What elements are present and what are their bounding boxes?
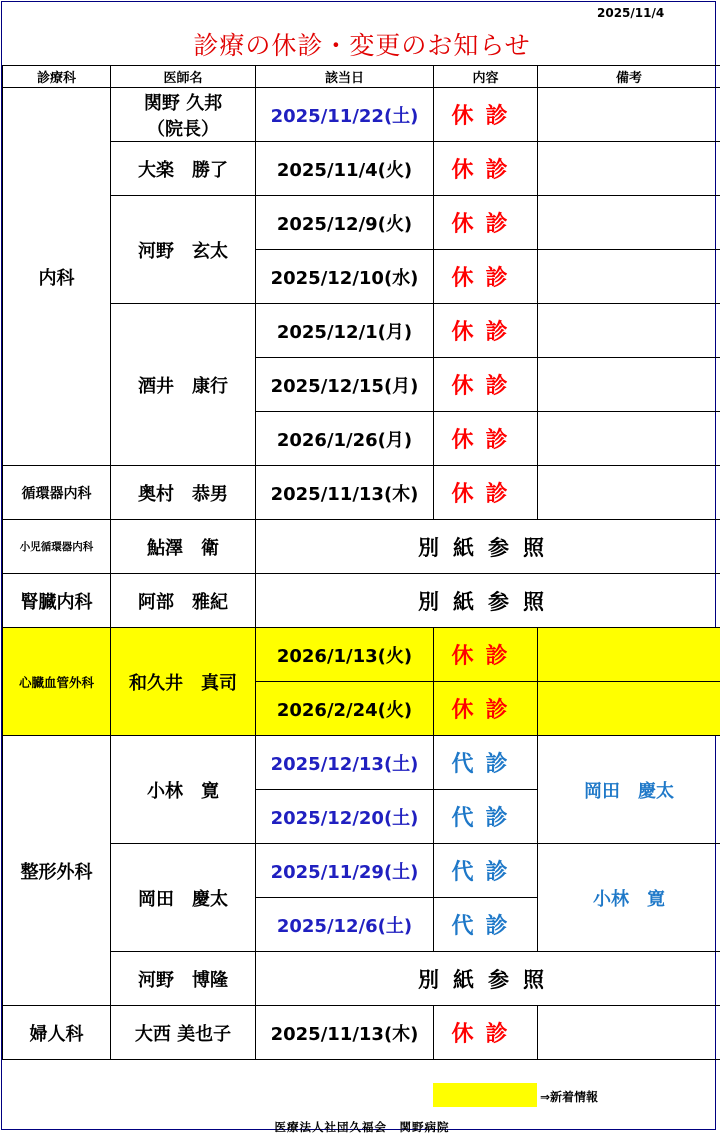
- dept-cell: 婦人科: [3, 1006, 111, 1060]
- doctor-cell: 大楽 勝了: [111, 142, 256, 196]
- doctor-cell: 奥村 恭男: [111, 466, 256, 520]
- date-cell: 2025/12/10(水): [256, 250, 434, 304]
- notice-page: [1, 1, 716, 1130]
- header-doctor: 医師名: [111, 66, 256, 88]
- header-notes: 備考: [538, 66, 720, 88]
- see-separate-cell: 別紙参照: [256, 520, 720, 574]
- notes-cell: 小林 寛: [538, 844, 720, 952]
- notes-cell: [538, 250, 720, 304]
- date-cell: 2025/12/13(土): [256, 736, 434, 790]
- notes-cell: [538, 466, 720, 520]
- notes-cell: [538, 88, 720, 142]
- date-cell: 2025/12/20(土): [256, 790, 434, 844]
- table-row: [3, 304, 720, 358]
- doctor-cell: 大西 美也子: [111, 1006, 256, 1060]
- table-row: [3, 142, 720, 196]
- doctor-cell: 阿部 雅紀: [111, 574, 256, 628]
- table-row: [3, 952, 720, 1006]
- content-cell: 休診: [434, 412, 538, 466]
- doctor-name-line: 関野 久邦: [111, 89, 255, 115]
- date-cell: 2025/11/13(木): [256, 1006, 434, 1060]
- notes-cell: [538, 682, 720, 736]
- schedule-table: [2, 65, 720, 1060]
- header-dept: 診療科: [3, 66, 111, 88]
- content-cell: 休診: [434, 250, 538, 304]
- dept-cell: 循環器内科: [3, 466, 111, 520]
- doctor-cell: 酒井 康行: [111, 304, 256, 466]
- content-cell: 休診: [434, 1006, 538, 1060]
- date-cell: 2026/1/26(月): [256, 412, 434, 466]
- notes-cell: [538, 628, 720, 682]
- table-row: [3, 844, 720, 898]
- header-date: 該当日: [256, 66, 434, 88]
- content-cell: 休診: [434, 682, 538, 736]
- new-info-legend-swatch: [433, 1083, 537, 1107]
- content-cell: 休診: [434, 466, 538, 520]
- see-separate-cell: 別紙参照: [256, 952, 720, 1006]
- header-content: 内容: [434, 66, 538, 88]
- doctor-cell: 小林 寛: [111, 736, 256, 844]
- doctor-cell: 和久井 真司: [111, 628, 256, 736]
- table-row: [3, 520, 720, 574]
- page-title: 診療の休診・変更のお知らせ: [2, 26, 720, 62]
- dept-cell: 内科: [3, 88, 111, 466]
- table-row: [3, 736, 720, 790]
- date-cell: 2025/11/29(土): [256, 844, 434, 898]
- date-cell: 2025/12/6(土): [256, 898, 434, 952]
- notes-cell: [538, 358, 720, 412]
- content-cell: 代診: [434, 844, 538, 898]
- date-cell: 2025/12/9(火): [256, 196, 434, 250]
- doctor-cell: 河野 博隆: [111, 952, 256, 1006]
- see-separate-cell: 別紙参照: [256, 574, 720, 628]
- content-cell: 代診: [434, 898, 538, 952]
- table-row: [3, 1006, 720, 1060]
- doctor-title-line: （院長）: [111, 115, 255, 141]
- footer-organization: 医療法人社団久福会 関野病院: [2, 1119, 720, 1135]
- content-cell: 休診: [434, 304, 538, 358]
- table-row: [3, 628, 720, 682]
- table-row: [3, 196, 720, 250]
- notes-cell: [538, 304, 720, 358]
- doctor-cell: 河野 玄太: [111, 196, 256, 304]
- dept-cell: 小児循環器内科: [3, 520, 111, 574]
- notes-cell: [538, 1006, 720, 1060]
- notes-cell: [538, 142, 720, 196]
- content-cell: 休診: [434, 142, 538, 196]
- content-cell: 休診: [434, 358, 538, 412]
- date-cell: 2025/12/15(月): [256, 358, 434, 412]
- date-cell: 2025/11/4(火): [256, 142, 434, 196]
- notes-cell: [538, 412, 720, 466]
- notes-cell: [538, 196, 720, 250]
- content-cell: 休診: [434, 88, 538, 142]
- table-row: [3, 466, 720, 520]
- date-cell: 2026/1/13(火): [256, 628, 434, 682]
- doctor-cell: 鮎澤 衛: [111, 520, 256, 574]
- new-info-legend-label: ⇒新着情報: [540, 1088, 598, 1105]
- content-cell: 休診: [434, 628, 538, 682]
- date-cell: 2025/11/13(木): [256, 466, 434, 520]
- content-cell: 代診: [434, 790, 538, 844]
- notes-cell: 岡田 慶太: [538, 736, 720, 844]
- dept-cell: 腎臓内科: [3, 574, 111, 628]
- doctor-cell: 岡田 慶太: [111, 844, 256, 952]
- content-cell: 休診: [434, 196, 538, 250]
- table-row: [3, 574, 720, 628]
- date-cell: 2025/12/1(月): [256, 304, 434, 358]
- date-cell: 2025/11/22(土): [256, 88, 434, 142]
- date-cell: 2026/2/24(火): [256, 682, 434, 736]
- table-row: [3, 88, 720, 142]
- content-cell: 代診: [434, 736, 538, 790]
- dept-cell: 整形外科: [3, 736, 111, 1006]
- dept-cell: 心臓血管外科: [3, 628, 111, 736]
- issue-date: 2025/11/4: [597, 6, 664, 20]
- table-header-row: [3, 66, 720, 88]
- doctor-cell: [111, 88, 256, 142]
